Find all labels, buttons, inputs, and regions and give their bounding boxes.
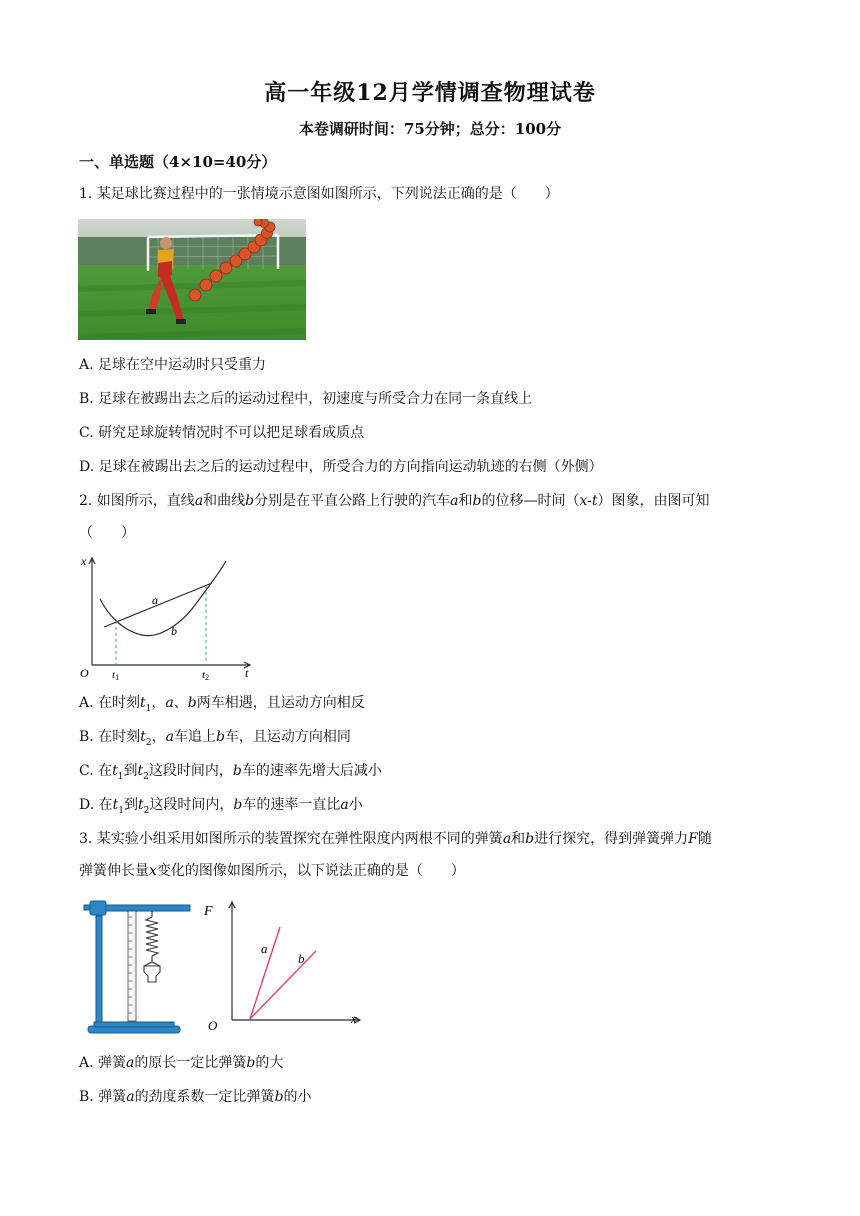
q3-stem-line1: 3. 某实验小组采用如图所示的装置探究在弹性限度内两根不同的弹簧a和b进行探究，得到弹簧弹力F随 <box>79 831 712 847</box>
q2-option-b: B. 在时刻$t_2$，a车追上b车，且运动方向相同 <box>79 729 351 748</box>
svg-text:b: b <box>171 624 177 638</box>
svg-text:x: x <box>81 554 87 568</box>
q1-option-a: A. 足球在空中运动时只受重力 <box>79 357 267 373</box>
q2-answer-blank: （ ） <box>79 525 135 541</box>
page-title: 高一年级12月学情调查物理试卷 <box>264 80 596 106</box>
q2-stem: 2. 如图所示，直线a和曲线b分别是在平直公路上行驶的汽车a和b的位移—时间（x-t）图象，由图可知 <box>79 493 710 509</box>
svg-text:a: a <box>261 941 268 956</box>
svg-text:x: x <box>351 1011 357 1026</box>
svg-text:t2: t2 <box>202 669 210 681</box>
q3-f-x-graph <box>200 897 365 1041</box>
q2-option-d: D. 在$t_1$到$t_2$这段时间内，b车的速率一直比a小 <box>79 797 363 816</box>
q3-option-a: A. 弹簧a的原长一定比弹簧b的大 <box>79 1055 284 1071</box>
q1-option-d: D. 足球在被踢出去之后的运动过程中，所受合力的方向指向运动轨迹的右侧（外侧） <box>79 459 603 475</box>
line-b <box>250 951 316 1019</box>
q1-stem: 1. 某足球比赛过程中的一张情境示意图如图所示，下列说法正确的是（ ） <box>79 186 559 202</box>
svg-text:O: O <box>208 1018 218 1033</box>
q2-option-c: C. 在$t_1$到$t_2$这段时间内，b车的速率先增大后减小 <box>79 763 382 782</box>
q1-option-c: C. 研究足球旋转情况时不可以把足球看成质点 <box>79 425 365 441</box>
q1-soccer-photo <box>78 219 306 340</box>
q2-xt-graph <box>78 553 258 685</box>
curve-b <box>100 561 226 636</box>
svg-text:a: a <box>152 593 158 607</box>
exam-info: 本卷调研时间：75分钟；总分：100分 <box>298 120 562 138</box>
svg-text:b: b <box>298 951 305 966</box>
q2-option-a: A. 在时刻$t_1$，a、b两车相遇，且运动方向相反 <box>79 695 365 714</box>
svg-text:t1: t1 <box>112 669 120 681</box>
q1-option-b: B. 足球在被踢出去之后的运动过程中，初速度与所受合力在同一条直线上 <box>79 391 533 407</box>
svg-text:O: O <box>80 666 89 680</box>
section-heading: 一、单选题（4×10=40分） <box>79 153 277 171</box>
svg-text:F: F <box>204 904 213 919</box>
q3-stem-line2: 弹簧伸长量x变化的图像如图所示，以下说法正确的是（ ） <box>79 863 465 879</box>
svg-text:t: t <box>245 666 249 680</box>
q3-option-b: B. 弹簧a的劲度系数一定比弹簧b的小 <box>79 1089 312 1105</box>
q3-spring-apparatus <box>82 892 194 1042</box>
